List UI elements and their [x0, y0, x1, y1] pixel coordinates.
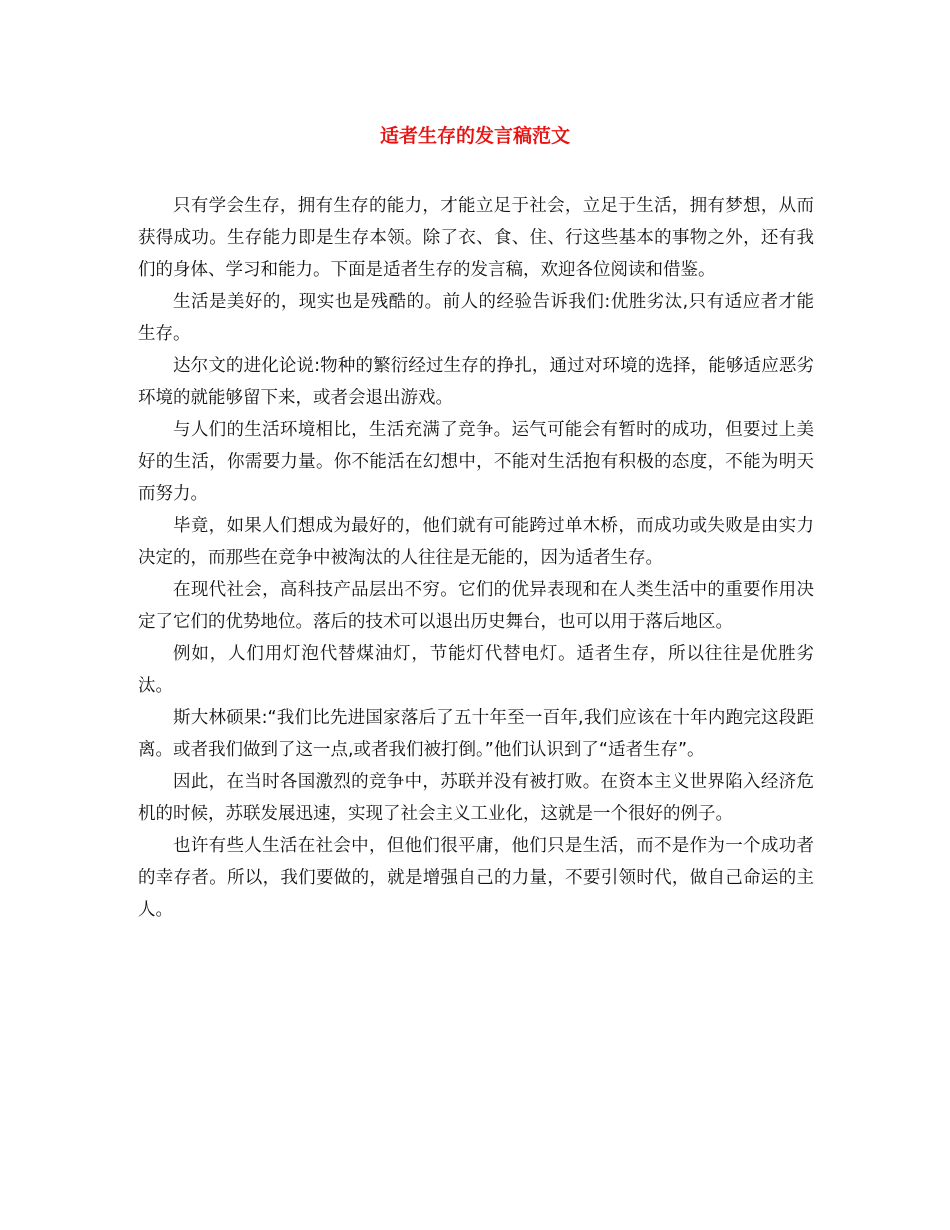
- paragraph: 在现代社会，高科技产品层出不穷。它们的优异表现和在人类生活中的重要作用决定了它们的优势地位。落后的技术可以退出历史舞台，也可以用于落后地区。: [138, 580, 814, 632]
- document-body: [138, 190, 814, 926]
- paragraph: 毕竟，如果人们想成为最好的，他们就有可能跨过单木桥，而成功或失败是由实力决定的，而那些在竞争中被淘汰的人往往是无能的，因为适者生存。: [138, 516, 814, 568]
- paragraph: 也许有些人生活在社会中，但他们很平庸，他们只是生活，而不是作为一个成功者的幸存者。所以，我们要做的，就是增强自己的力量，不要引领时代，做自己命运的主人。: [138, 836, 814, 920]
- paragraph: 达尔文的进化论说:物种的繁衍经过生存的挣扎，通过对环境的选择，能够适应恶劣环境的就能够留下来，或者会退出游戏。: [138, 356, 814, 408]
- paragraph: 生活是美好的，现实也是残酷的。前人的经验告诉我们:优胜劣汰,只有适应者才能生存。: [138, 292, 814, 344]
- document-title: 适者生存的发言稿范文: [379, 125, 570, 147]
- paragraph: 只有学会生存，拥有生存的能力，才能立足于社会，立足于生活，拥有梦想，从而获得成功。生存能力即是生存本领。除了衣、食、住、行这些基本的事物之外，还有我们的身体、学习和能力。下面是适者生存的发言稿，欢迎各位阅读和借鉴。: [138, 196, 814, 280]
- paragraph: 与人们的生活环境相比，生活充满了竞争。运气可能会有暂时的成功，但要过上美好的生活，你需要力量。你不能活在幻想中，不能对生活抱有积极的态度，不能为明天而努力。: [138, 420, 814, 504]
- paragraph: 斯大林硕果:“我们比先进国家落后了五十年至一百年,我们应该在十年内跑完这段距离。或者我们做到了这一点,或者我们被打倒。”他们认识到了“适者生存”。: [138, 708, 814, 760]
- paragraph: 例如，人们用灯泡代替煤油灯，节能灯代替电灯。适者生存，所以往往是优胜劣汰。: [138, 644, 814, 696]
- paragraph: 因此，在当时各国激烈的竞争中，苏联并没有被打败。在资本主义世界陷入经济危机的时候，苏联发展迅速，实现了社会主义工业化，这就是一个很好的例子。: [138, 772, 814, 824]
